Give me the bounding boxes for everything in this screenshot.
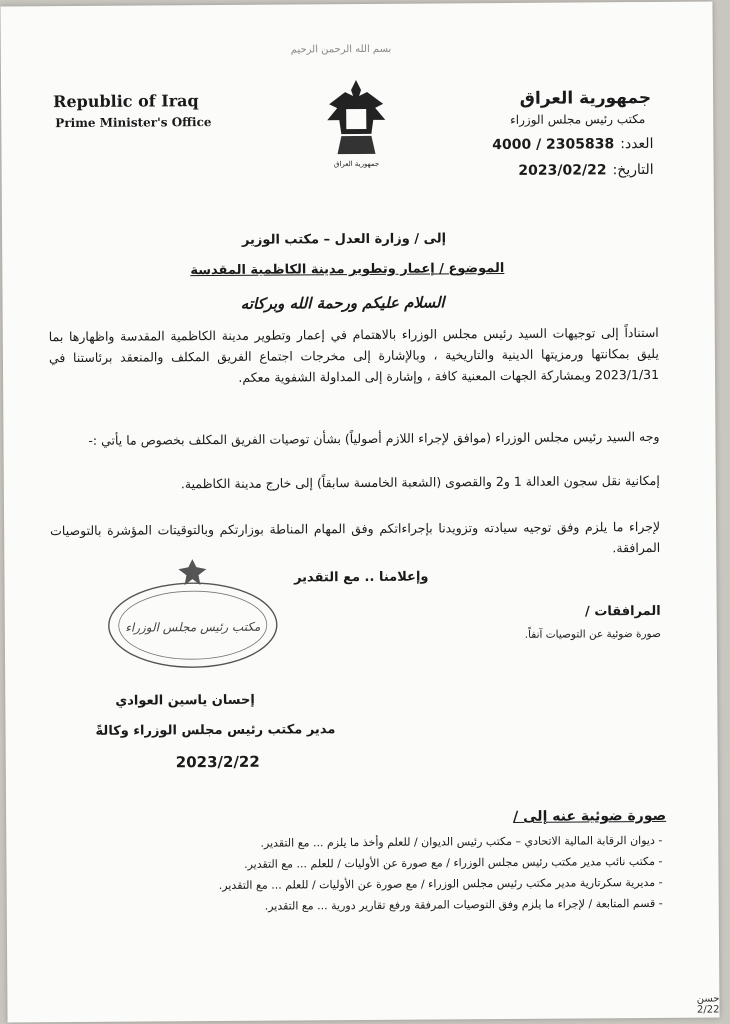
body-paragraph-2: وجه السيد رئيس مجلس الوزراء (موافق لإجراء اللازم أصولياً) بشأن توصيات الفريق المكلف بخصوص ما يأتي :- [88, 428, 660, 448]
date-label: التاريخ: [612, 161, 654, 179]
copies-list [62, 830, 663, 918]
body-paragraph-3: إمكانية نقل سجون العدالة 1 و2 والقصوى (الشعبة الخامسة سابقاً) إلى خارج مدينة الكاظمية. [180, 472, 660, 492]
attachment-item: صورة ضوئية عن التوصيات آنفاً. [524, 627, 661, 641]
closing: وإعلامنا .. مع التقدير [294, 569, 429, 586]
date-value: 2023/02/22 [518, 162, 607, 179]
seal-text: مكتب رئيس مجلس الوزراء [125, 619, 261, 635]
number-label: العدد: [620, 135, 654, 153]
signatory-name: إحسان ياسين العوادي [115, 692, 255, 709]
signatory-title: مدير مكتب رئيس مجلس الوزراء وكالةً [95, 722, 336, 739]
attachments-title: المرافقات / [584, 603, 661, 620]
subject: الموضوع / إعمار وتطوير مدينة الكاظمية المقدسة [190, 260, 505, 279]
header-ar-subtitle: مكتب رئيس مجلس الوزراء [510, 111, 646, 127]
copy-item: - قسم المتابعة / لإجراء ما يلزم وفق التوصيات المرفقة ورفع تقارير دورية ... مع التقدير. [63, 893, 663, 918]
copy-item: - ديوان الرقابة المالية الاتحادي – مكتب رئيس الديوان / للعلم وأخذ ما يلزم ... مع التقدير. [62, 830, 662, 855]
signature-date: 2023/2/22 [175, 752, 260, 772]
document-date [518, 162, 653, 179]
bismillah: بسم الله الرحمن الرحيم [290, 43, 392, 56]
number-value: 4000 / 2305838 [492, 136, 615, 154]
body-paragraph-1: استناداً إلى توجيهات السيد رئيس مجلس الوزراء بالاهتمام في إعمار وتطوير مدينة الكاظمية المقدسة واظهارها بما يليق بمكانتها ورمزيتها الدينية والتاريخية ، وبالإشارة إلى مخرجات اجتماع الفريق المكلف والمنعقد برئاستنا في 2023/1/31 وبمشاركة الجهات المعنية كافة ، وإشارة إلى المداولة الشفوية معكم. [48, 324, 660, 385]
header-en-subtitle: Prime Minister's Office [55, 115, 212, 131]
header-ar-title: جمهورية العراق [519, 87, 652, 109]
emblem-text: جمهورية العراق [333, 159, 380, 169]
greeting: السلام عليكم ورحمة الله وبركاته [240, 293, 445, 313]
copies-title: صورة ضوئية عنه إلى / [513, 807, 667, 825]
copy-item: - مكتب نائب مدير مكتب رئيس مجلس الوزراء / مع صورة عن الأوليات / للعلم ... مع التقدير. [62, 851, 662, 876]
document-number [492, 136, 653, 153]
copy-item: - مديرية سكرتارية مدير مكتب رئيس مجلس الوزراء / مع صورة عن الأوليات / للعلم ... مع التقدير. [63, 872, 663, 897]
recipient: إلى / وزارة العدل – مكتب الوزير [241, 231, 447, 248]
body-paragraph-4: لإجراء ما يلزم وفق توجيه سيادته وتزويدنا بإجراءاتكم وفق المهام المناطة بوزارتكم وبالتوقيتات المؤشرة بالتوصيات المرافقة. [50, 518, 661, 556]
eagle-emblem-icon [323, 74, 390, 174]
footer-note: حسن 2/22 [696, 993, 720, 1016]
office-seal-stamp [102, 555, 283, 676]
header-en-title: Republic of Iraq [53, 91, 199, 112]
letter-page [0, 2, 719, 1023]
